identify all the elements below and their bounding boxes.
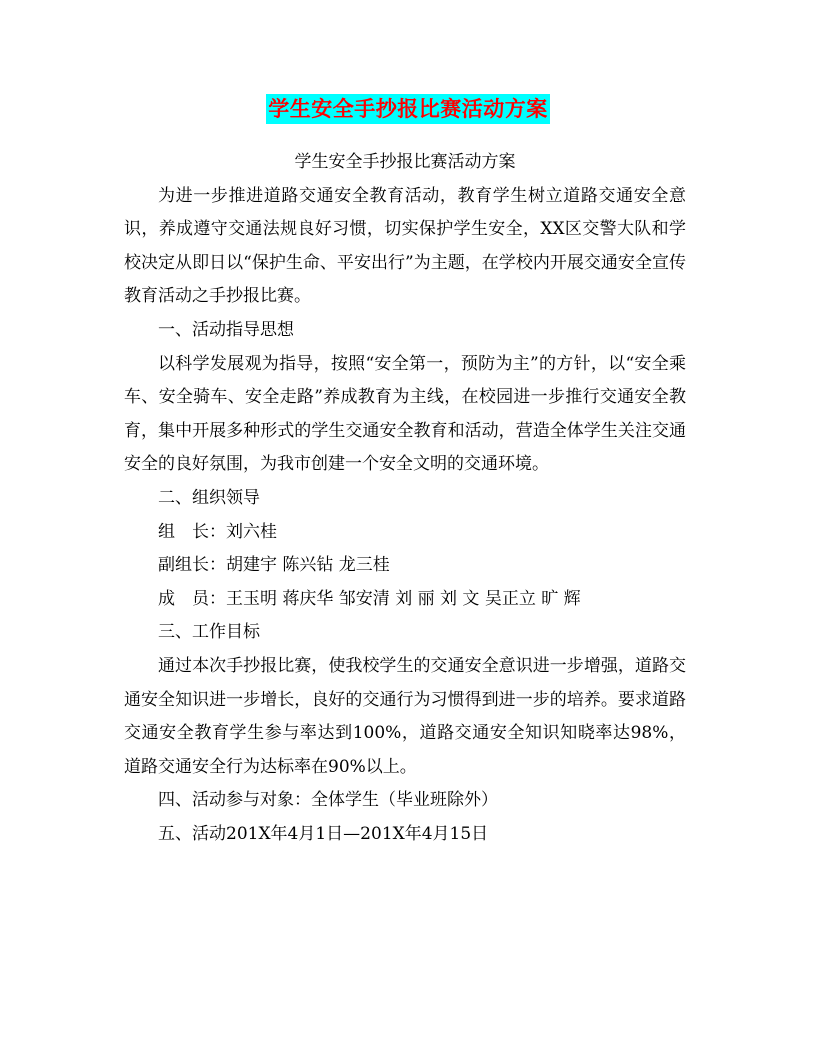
section5-line: 五、活动201X年4月1日—201X年4月15日 bbox=[158, 823, 489, 844]
deputy-leader-line: 副组长：胡建宇 陈兴钻 龙三桂 bbox=[158, 555, 390, 576]
document-title: 学生安全手抄报比赛活动方案 bbox=[266, 94, 550, 124]
section4-line: 四、活动参与对象：全体学生（毕业班除外） bbox=[158, 790, 498, 811]
section2-heading: 二、组织领导 bbox=[158, 487, 260, 508]
section3-heading: 三、工作目标 bbox=[158, 622, 260, 643]
section1-body: 以科学发展观为指导，按照“安全第一，预防为主”的方针，以“安全乘车、安全骑车、安全走路”养成教育为主线，在校园进一步推行交通安全教育，集中开展多种形式的学生交通安全教育和活动，营造全体学生关注交通安全的良好氛围，为我市创建一个安全文明的交通环境。 bbox=[124, 353, 686, 475]
intro-paragraph: 为进一步推进道路交通安全教育活动，教育学生树立道路交通安全意识，养成遵守交通法规良好习惯，切实保护学生安全，XX区交警大队和学校决定从即日以“保护生命、平安出行”为主题，在学校内开展交通安全宣传教育活动之手抄报比赛。 bbox=[124, 185, 686, 307]
title-container bbox=[0, 94, 816, 124]
document-subtitle: 学生安全手抄报比赛活动方案 bbox=[294, 152, 516, 172]
section3-body: 通过本次手抄报比赛，使我校学生的交通安全意识进一步增强，道路交通安全知识进一步增长，良好的交通行为习惯得到进一步的培养。要求道路交通安全教育学生参与率达到100%，道路交通安全知识知晓率达98%，道路交通安全行为达标率在90%以上。 bbox=[124, 655, 686, 777]
section1-heading: 一、活动指导思想 bbox=[158, 319, 294, 340]
members-line: 成 员：王玉明 蒋庆华 邹安清 刘 丽 刘 文 吴正立 旷 辉 bbox=[158, 588, 581, 609]
leader-line: 组 长：刘六桂 bbox=[158, 521, 277, 542]
document-body bbox=[124, 146, 686, 851]
